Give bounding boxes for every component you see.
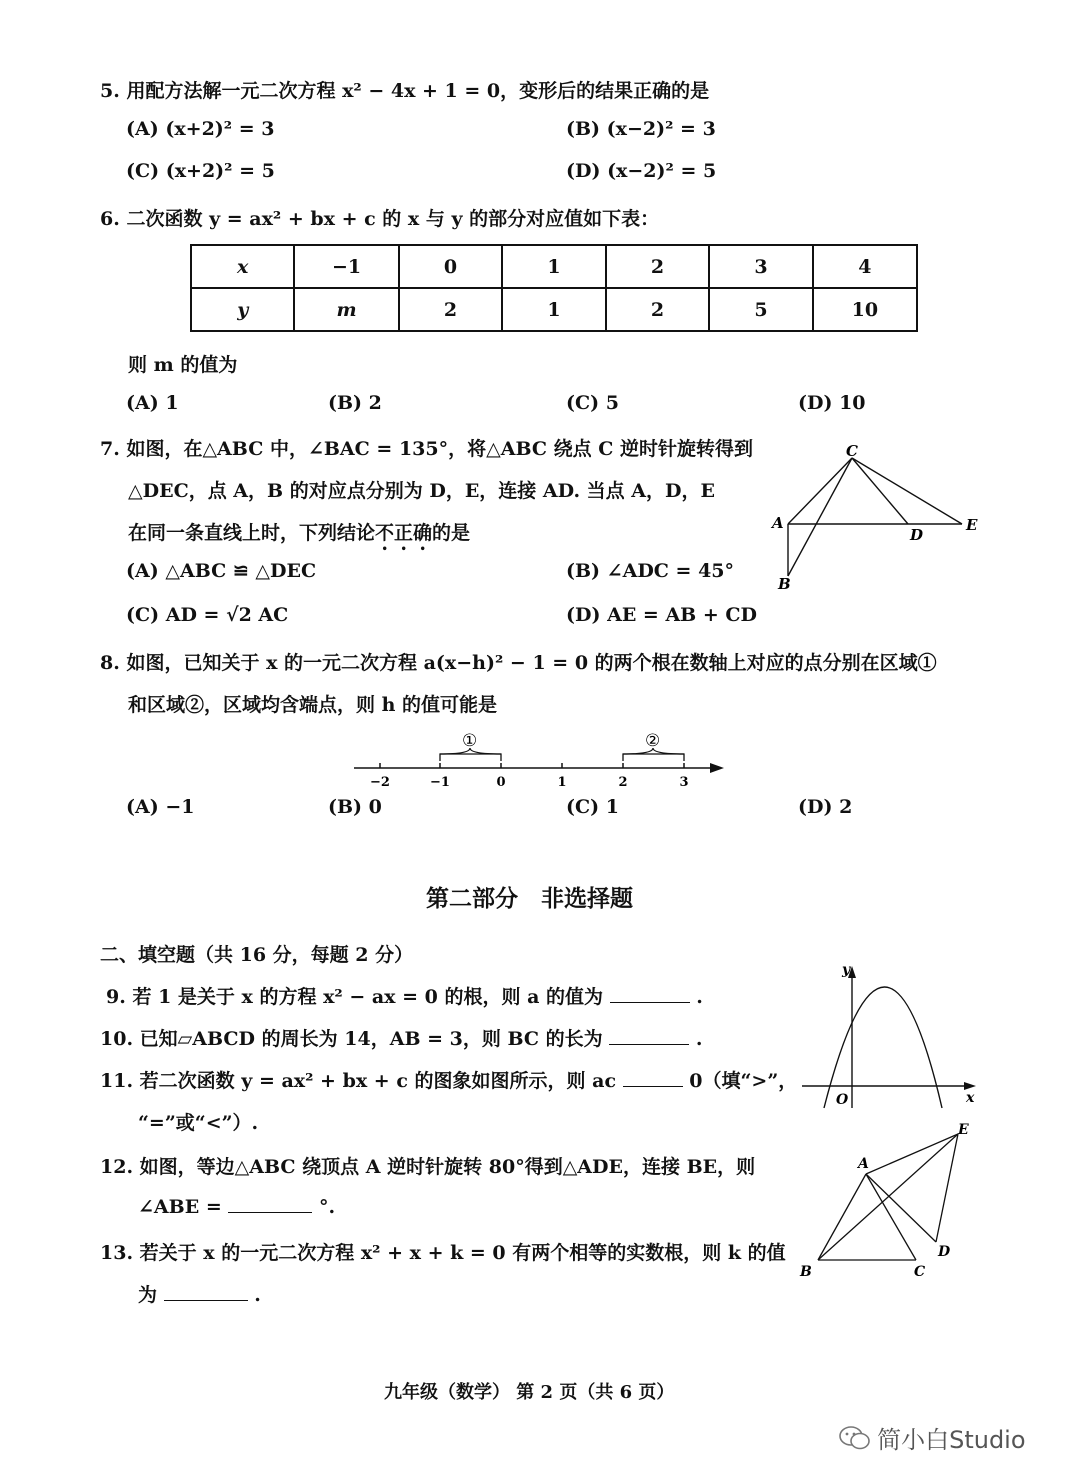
tick-label: −2	[370, 775, 390, 790]
q9-end: .	[696, 986, 703, 1008]
region-2-label: ②	[645, 731, 661, 751]
segment-ab	[818, 1174, 866, 1260]
q13-text: 为	[138, 1284, 158, 1306]
q8-option-d: (D) 2	[798, 796, 853, 818]
q6-option-a: (A) 1	[126, 392, 179, 414]
q6-stem: 6. 二次函数 y = ax² + bx + c 的 x 与 y 的部分对应值如下表：	[100, 208, 660, 230]
label-e: E	[958, 1122, 969, 1138]
q8-option-a: (A) −1	[126, 796, 195, 818]
segment-ac	[866, 1174, 916, 1260]
q12-figure	[790, 1118, 990, 1288]
label-b: B	[778, 575, 791, 593]
segment-cb	[788, 458, 852, 576]
q10-answer-blank[interactable]	[609, 1044, 689, 1045]
q8-option-c: (C) 1	[566, 796, 619, 818]
q9	[106, 982, 703, 1009]
region-1-label: ①	[462, 731, 478, 751]
q6-value-table	[190, 244, 918, 332]
x-arrow-icon	[964, 1082, 976, 1090]
segment-ce	[852, 458, 962, 524]
table-cell: −1	[294, 245, 398, 288]
table-cell: 0	[399, 245, 503, 288]
label-b: B	[800, 1264, 812, 1280]
number-line	[340, 730, 740, 796]
q11-line2: “=”或“<”）.	[138, 1112, 259, 1134]
q7-line3	[128, 518, 470, 555]
q6-option-d: (D) 10	[798, 392, 866, 414]
q5-option-b: (B) (x−2)² = 3	[566, 118, 716, 140]
q7-line2: △DEC，点 A，B 的对应点分别为 D，E，连接 AD. 当点 A，D，E	[128, 480, 715, 502]
q12-answer-blank[interactable]	[228, 1212, 312, 1213]
q13-end: .	[254, 1284, 261, 1306]
q11-answer-blank[interactable]	[623, 1086, 683, 1087]
q10-end: .	[695, 1028, 703, 1050]
origin-label: O	[836, 1092, 849, 1108]
q11	[100, 1066, 797, 1093]
label-c: C	[846, 442, 858, 460]
label-d: D	[910, 526, 924, 544]
label-e: E	[966, 516, 978, 534]
q5-option-c: (C) (x+2)² = 5	[126, 160, 275, 182]
segment-ae	[866, 1134, 958, 1174]
table-cell: 2	[399, 288, 503, 331]
q12-line1: 12. 如图，等边△ABC 绕顶点 A 逆时针旋转 80°得到△ADE，连接 BE，则	[100, 1156, 756, 1178]
label-a: A	[858, 1156, 869, 1172]
table-cell: 1	[502, 245, 606, 288]
q7-emphasis: 不正确	[375, 522, 433, 544]
q5-option-a: (A) (x+2)² = 3	[126, 118, 275, 140]
table-row-x	[191, 245, 917, 288]
q8-option-b: (B) 0	[328, 796, 382, 818]
q7-option-d: (D) AE = AB + CD	[566, 604, 757, 626]
q8-line1: 8. 如图，已知关于 x 的一元二次方程 a(x−h)² − 1 = 0 的两个根在数轴上对应的点分别在区域①	[100, 652, 937, 674]
fill-in-heading: 二、填空题（共 16 分，每题 2 分）	[100, 944, 414, 966]
q6-ask: 则 m 的值为	[128, 354, 238, 376]
q9-answer-blank[interactable]	[610, 1002, 690, 1003]
table-cell: 4	[813, 245, 917, 288]
tick-label: 2	[618, 775, 628, 790]
q11-text-end: 0（填“>”，	[689, 1070, 798, 1092]
q12-line2	[138, 1196, 335, 1218]
q7-line3-pre: 在同一条直线上时，下列结论	[128, 522, 376, 544]
tick-label: 1	[557, 775, 567, 790]
table-cell: 2	[606, 288, 710, 331]
table-row-y	[191, 288, 917, 331]
label-a: A	[772, 514, 784, 532]
label-d: D	[938, 1244, 951, 1260]
q13-answer-blank[interactable]	[164, 1300, 248, 1301]
segment-be	[818, 1134, 958, 1260]
y-axis-label: y	[842, 962, 851, 978]
q7-line3-post: 的是	[432, 522, 471, 544]
q7-figure	[760, 436, 990, 596]
q9-text: 9. 若 1 是关于 x 的方程 x² − ax = 0 的根，则 a 的值为	[106, 986, 604, 1008]
q10	[100, 1024, 703, 1051]
watermark	[838, 1420, 1026, 1455]
q11-parabola-graph	[796, 956, 986, 1116]
q8-line2: 和区域②，区域均含端点，则 h 的值可能是	[128, 694, 498, 716]
q7-line1: 7. 如图，在△ABC 中，∠BAC = 135°，将△ABC 绕点 C 逆时针旋转得到	[100, 438, 753, 460]
table-cell: 1	[502, 288, 606, 331]
table-cell: x	[191, 245, 294, 288]
q13-line2	[138, 1280, 261, 1307]
region-1-bracket	[440, 754, 501, 761]
tick-label: 3	[679, 775, 689, 790]
q10-text: 10. 已知▱ABCD 的周长为 14，AB = 3，则 BC 的长为	[100, 1028, 603, 1050]
q5-option-d: (D) (x−2)² = 5	[566, 160, 717, 182]
q7-option-c: (C) AD = √2 AC	[126, 604, 289, 626]
part2-title: 第二部分 非选择题	[426, 885, 633, 912]
table-cell: 10	[813, 288, 917, 331]
segment-cd	[852, 458, 908, 524]
arrow-icon	[710, 763, 724, 773]
page-footer: 九年级（数学） 第 2 页（共 6 页）	[384, 1382, 675, 1403]
q5-stem: 5. 用配方法解一元二次方程 x² − 4x + 1 = 0，变形后的结果正确的是	[100, 80, 710, 102]
tick-label: −1	[430, 775, 450, 790]
segment-ca	[788, 458, 852, 524]
q6-option-c: (C) 5	[566, 392, 619, 414]
parabola-curve	[824, 987, 942, 1108]
q7-option-b: (B) ∠ADC = 45°	[566, 560, 735, 582]
q13-line1: 13. 若关于 x 的一元二次方程 x² + x + k = 0 有两个相等的实数根，则 k 的值	[100, 1242, 786, 1264]
table-cell: 5	[709, 288, 813, 331]
table-cell: m	[294, 288, 398, 331]
q11-text: 11. 若二次函数 y = ax² + bx + c 的图象如图所示，则 ac	[100, 1070, 617, 1092]
q6-option-b: (B) 2	[328, 392, 382, 414]
q7-option-a: (A) △ABC ≌ △DEC	[126, 560, 317, 582]
watermark-text: 简小白Studio	[877, 1426, 1026, 1454]
table-cell: 2	[606, 245, 710, 288]
q12-text: ∠ABE =	[138, 1196, 222, 1218]
tick-label: 0	[496, 775, 506, 790]
label-c: C	[914, 1264, 926, 1280]
q12-end: °.	[319, 1196, 336, 1218]
table-cell: 3	[709, 245, 813, 288]
region-2-bracket	[623, 754, 684, 761]
table-cell: y	[191, 288, 294, 331]
wechat-icon	[838, 1424, 872, 1452]
x-axis-label: x	[966, 1090, 975, 1106]
